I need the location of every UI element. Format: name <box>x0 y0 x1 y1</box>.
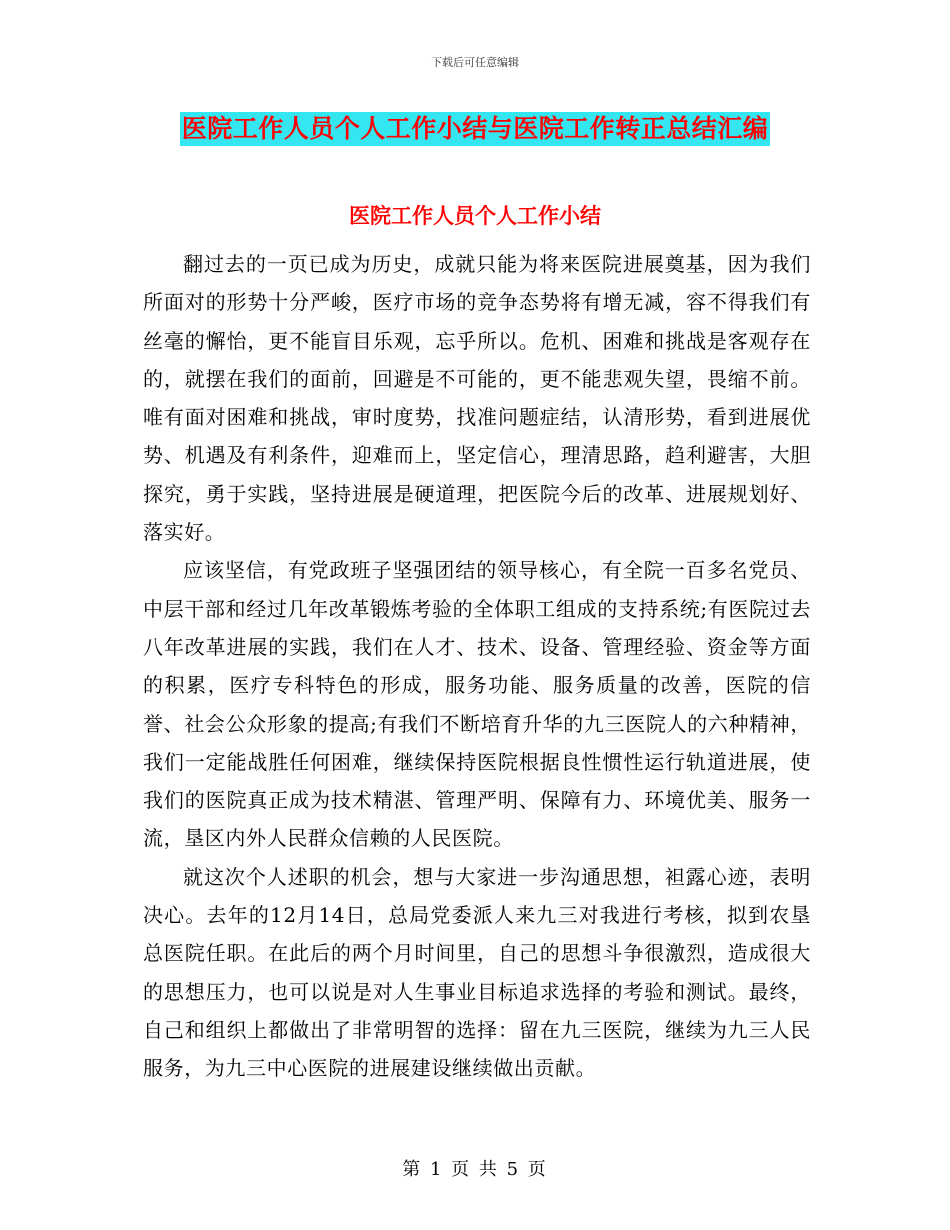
body-text <box>143 245 811 1088</box>
section-title: 医院工作人员个人工作小结 <box>349 204 601 228</box>
main-title: 医院工作人员个人工作小结与医院工作转正总结汇编 <box>180 112 771 146</box>
main-title-container <box>0 112 950 146</box>
paragraph-1: 翻过去的一页已成为历史，成就只能为将来医院进展奠基，因为我们所面对的形势十分严峻，医疗市场的竞争态势将有增无减，容不得我们有丝毫的懈怡，更不能盲目乐观，忘乎所以。危机、困难和挑战是客观存在的，就摆在我们的面前，回避是不可能的，更不能悲观失望，畏缩不前。唯有面对困难和挑战，审时度势，找准问题症结，认清形势，看到进展优势、机遇及有利条件，迎难而上，坚定信心，理清思路，趋利避害，大胆探究，勇于实践，坚持进展是硬道理，把医院今后的改革、进展规划好、落实好。 <box>143 252 811 545</box>
page-number: 第 1 页 共 5 页 <box>402 1159 548 1180</box>
paragraph-2: 应该坚信，有党政班子坚强团结的领导核心，有全院一百多名党员、中层干部和经过几年改革锻炼考验的全体职工组成的支持系统;有医院过去八年改革进展的实践，我们在人才、技术、设备、管理经验、资金等方面的积累，医疗专科特色的形成，服务功能、服务质量的改善，医院的信誉、社会公众形象的提高;有我们不断培育升华的九三医院人的六种精神，我们一定能战胜任何困难，继续保持医院根据良性惯性运行轨道进展，使我们的医院真正成为技术精湛、管理严明、保障有力、环境优美、服务一流，垦区内外人民群众信赖的人民医院。 <box>143 558 811 851</box>
paragraph-3: 就这次个人述职的机会，想与大家进一步沟通思想，袒露心迹，表明决心。去年的12月14日，总局党委派人来九三对我进行考核，拟到农垦总医院任职。在此后的两个月时间里，自己的思想斗争很激烈，造成很大的思想压力，也可以说是对人生事业目标追求选择的考验和测试。最终，自己和组织上都做出了非常明智的选择：留在九三医院，继续为九三人民服务，为九三中心医院的进展建设继续做出贡献。 <box>143 864 811 1081</box>
header-note: 下载后可任意编辑 <box>431 56 519 69</box>
